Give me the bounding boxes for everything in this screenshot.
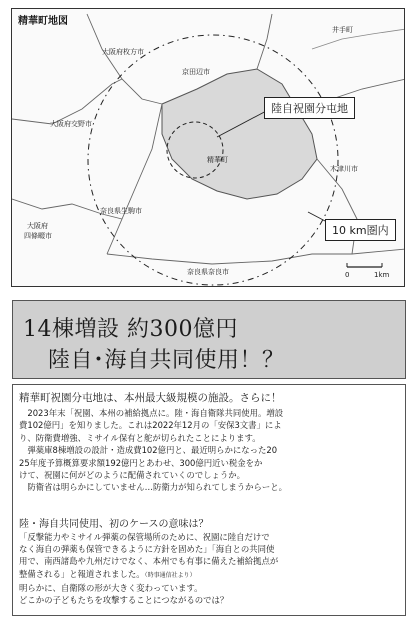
headline-line2: 陸自･海自共同使用！？ [48, 348, 285, 373]
body1-line: 防衛省は明らかにしていません…防衛力が知られてしまうからーと。 [19, 482, 287, 493]
body1-line: 25年度予算概算要求額192億円とあわせ、300億円近い税金をか [19, 457, 263, 468]
body1-line: 2023年末「祝園、本州の補給拠点に。陸・海自衛隊共同使用。増設 [19, 408, 284, 418]
label-shijonawate-pref: 大阪府 [27, 222, 48, 230]
boundary-line [107, 104, 162, 254]
headline-line1: 14棟増設 約300億円 [23, 317, 238, 342]
map-panel [11, 8, 405, 287]
map-graphic [12, 9, 405, 287]
boundary-line [257, 14, 272, 69]
label-shijonawate-city: 四條畷市 [24, 232, 52, 240]
body2-line: なく海自の弾薬も保管できるように方針を固めた」「海自との共同使 [19, 544, 275, 555]
body1-line: 弾薬庫8棟増設の設計・造成費102億円と、最近明らかになった20 [19, 445, 278, 456]
headline-box [12, 300, 406, 379]
article-box [12, 384, 406, 616]
scale-label-zero: 0 [345, 271, 350, 279]
body3-line: 明らかに、自衛隊の形が大きく変わっています。 [19, 582, 203, 593]
body3-line: どこかの子どもたちを攻撃することにつながるのでは？ [19, 595, 229, 606]
body1-line: 費102億円」を知りました。これは2022年12月の「安保3文書」によ [19, 420, 282, 431]
label-hirakata: 大阪府枚方市 [102, 48, 144, 56]
article-body-2 [19, 531, 403, 606]
boundary-line [87, 14, 162, 104]
callout-radius: 10 km圏内 [325, 219, 396, 241]
label-kizugawa: 木津川市 [330, 165, 358, 173]
callout-base: 陸自祝園分屯地 [264, 97, 355, 119]
body2-line: 「反撃能力やミサイル弾薬の保管場所のために、祝園に陸自だけで [19, 532, 270, 542]
seika-town-area [162, 69, 317, 199]
label-nara: 奈良県奈良市 [187, 268, 229, 276]
body2-line [19, 568, 403, 582]
body2-line: 用で、南西諸島や九州だけでなく、本州でも有事に備えた補給拠点が [19, 556, 279, 567]
boundary-line [107, 249, 405, 264]
label-kyotanabe: 京田辺市 [182, 68, 210, 76]
article-body-1 [19, 407, 403, 494]
label-katano: 大阪府交野市 [50, 120, 92, 128]
article-lead: 精華町祝園分屯地は、本州最大級規模の施設。さらに！ [19, 392, 282, 404]
body1-line: り、防衛費増強、ミサイル保有と舵が切られたことによります。 [19, 432, 261, 443]
article-subheading: 陸・海自共同使用、初のケースの意味は？ [19, 519, 209, 530]
boundary-line [312, 26, 405, 49]
scale-label-one: 1km [374, 271, 390, 279]
body1-line: けて、祝園に何がどのように配備されていくのでしょうか。 [19, 470, 245, 481]
label-idegawa: 井手町 [332, 26, 353, 34]
source-note: （時事通信社より） [144, 571, 196, 579]
label-ikoma: 奈良県生駒市 [100, 207, 142, 215]
boundary-line [12, 79, 122, 124]
body2-line-text: 整備される」と報道されました。 [19, 568, 145, 579]
map-title: 精華町地図 [18, 16, 68, 27]
label-seika: 精華町 [207, 156, 228, 164]
